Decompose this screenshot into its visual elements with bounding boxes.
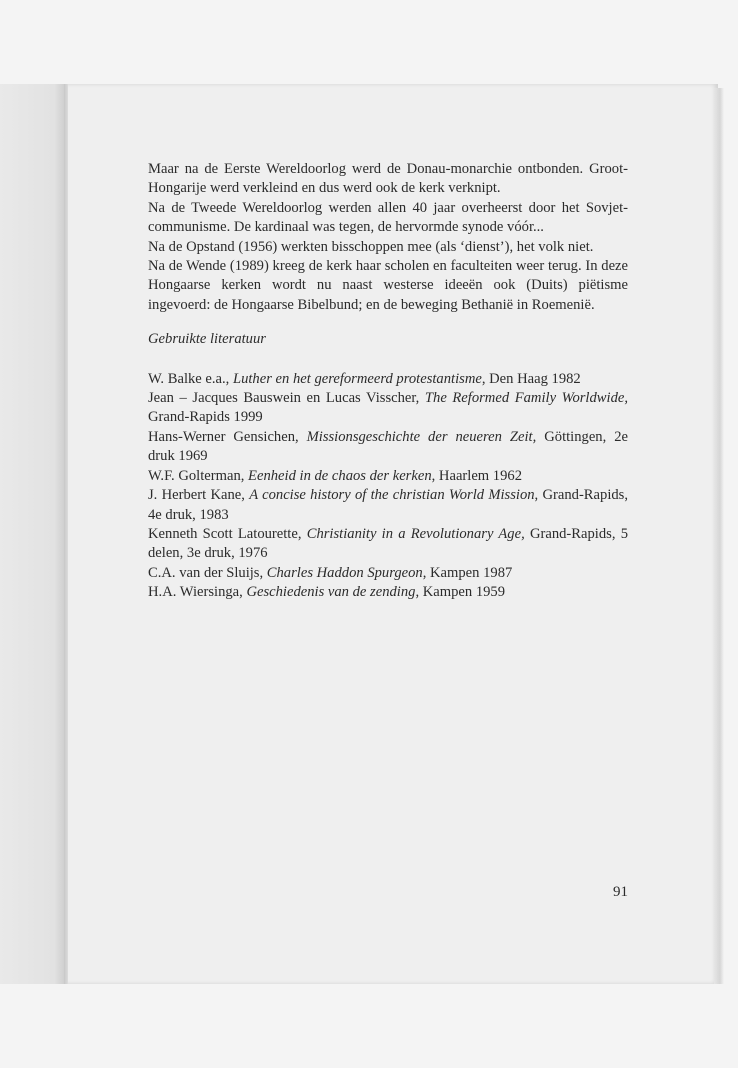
paragraph: Na de Tweede Wereldoorlog werden allen 40 jaar overheerst door het Sovjet-communisme. De kardinaal was tegen, de hervormde synode vóór... bbox=[148, 199, 628, 236]
section-heading: Gebruikte literatuur bbox=[148, 331, 266, 348]
page-number: 91 bbox=[613, 884, 628, 900]
page-text bbox=[148, 160, 628, 603]
reference-item: J. Herbert Kane, A concise history of the christian World Mission, Grand-Rapids, 4e druk, 1983 bbox=[148, 487, 628, 523]
reference-item: Kenneth Scott Latourette, Christianity in a Revolutionary Age, Grand-Rapids, 5 delen, 3e druk, 1976 bbox=[148, 525, 628, 562]
reference-item: W.F. Golterman, Eenheid in de chaos der kerken, Haarlem 1962 bbox=[148, 467, 522, 484]
reference-item: C.A. van der Sluijs, Charles Haddon Spurgeon, Kampen 1987 bbox=[148, 564, 513, 581]
paragraph: Maar na de Eerste Wereldoorlog werd de Donau-monarchie ontbonden. Groot-Hongarije werd verkleind en dus werd ook de kerk verknipt. bbox=[148, 161, 628, 197]
reference-item: Jean – Jacques Bauswein en Lucas Visscher, The Reformed Family Worldwide, Grand-Rapids 1999 bbox=[148, 390, 628, 426]
reference-item: H.A. Wiersinga, Geschiedenis van de zending, Kampen 1959 bbox=[148, 584, 506, 601]
reference-item: W. Balke e.a., Luther en het gereformeerd protestantisme, Den Haag 1982 bbox=[148, 370, 581, 387]
spine-shadow bbox=[64, 84, 68, 984]
reference-item: Hans-Werner Gensichen, Missionsgeschichte der neueren Zeit, Göttingen, 2e druk 1969 bbox=[148, 428, 628, 465]
page-edge bbox=[714, 88, 724, 984]
paragraph: Na de Wende (1989) kreeg de kerk haar scholen en faculteiten weer terug. In deze Hongaarse kerken wordt nu naast westerse ideeën ook (Duits) piëtisme ingevoerd: de Hongaarse Bibelbund; en de beweging Bethanië in Roemenië. bbox=[148, 258, 628, 313]
paragraph: Na de Opstand (1956) werkten bisschoppen mee (als ‘dienst’), het volk niet. bbox=[148, 238, 594, 255]
page-spine bbox=[0, 84, 68, 984]
